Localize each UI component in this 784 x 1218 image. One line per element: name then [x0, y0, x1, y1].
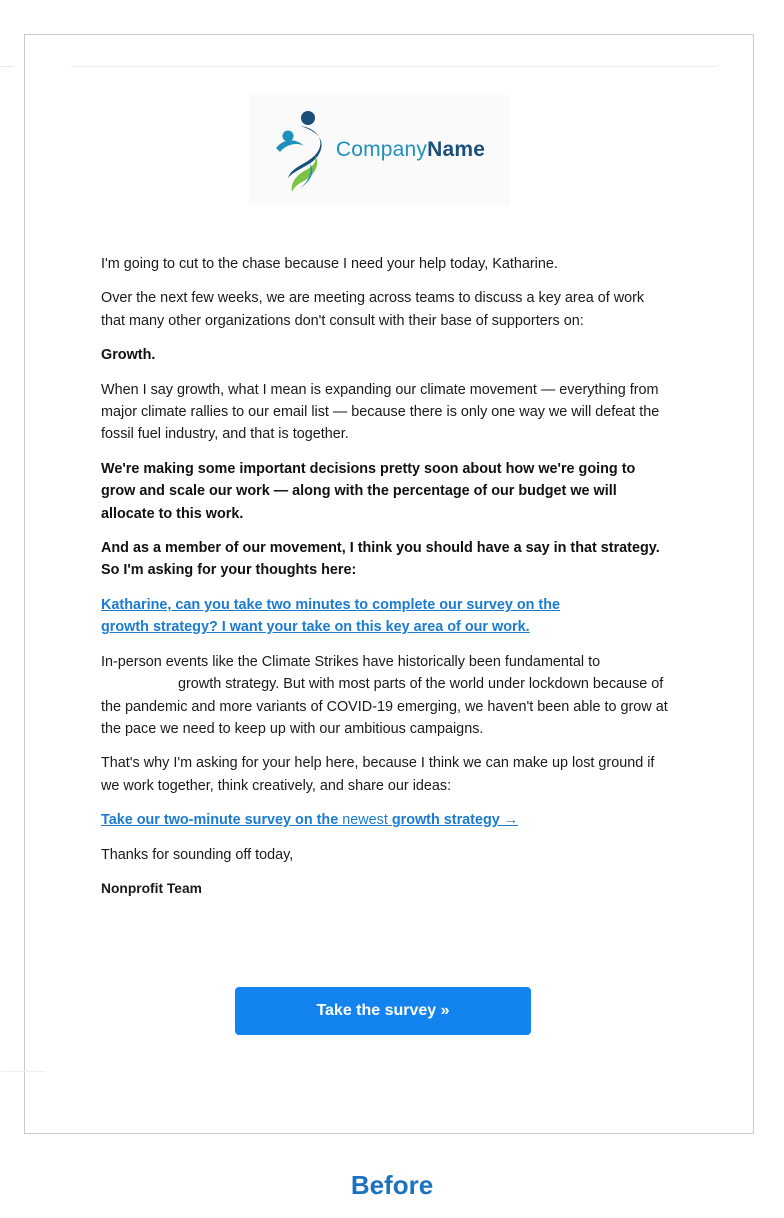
paragraph: We're making some important decisions pretty soon about how we're going to grow and scale our work — along with the percentage of our budget we will allocate to this work. [101, 460, 636, 522]
divider [71, 66, 717, 67]
paragraph: That's why I'm asking for your help here, because I think we can make up lost ground if we work together, think creatively, and share our ideas: [101, 755, 655, 794]
logo-figure-icon [274, 108, 332, 192]
company-logo [249, 95, 510, 205]
survey-link-line[interactable]: Katharine, can you take two minutes to complete our survey on the growth strategy? I want your take on this key area of our work. [101, 596, 560, 636]
divider [1, 1071, 46, 1072]
divider [1, 66, 14, 67]
logo-wordmark: CompanyName [335, 138, 486, 161]
survey-link-1[interactable] [101, 594, 671, 639]
paragraph: When I say growth, what I mean is expanding our climate movement — everything from major climate rallies to our email list — because there is only one way we will defeat the fossil fuel industry, and that is together. [101, 381, 660, 443]
email-frame [24, 34, 754, 1134]
paragraph: Growth. [101, 347, 156, 364]
take-survey-button[interactable]: Take the survey » [235, 987, 531, 1035]
email-body [101, 253, 671, 912]
signature: Nonprofit Team [101, 880, 202, 896]
survey-link[interactable]: Take our two-minute survey on the newest growth strategy → [101, 812, 519, 829]
caption: Before [350, 1170, 434, 1200]
paragraph: And as a member of our movement, I think you should have a say in that strategy. So I'm asking for your thoughts here: [101, 540, 660, 579]
paragraph: I'm going to cut to the chase because I need your help today, Katharine. [101, 256, 558, 272]
signoff: Thanks for sounding off today, [101, 846, 294, 863]
survey-link-2[interactable] [101, 809, 671, 831]
paragraph: Over the next few weeks, we are meeting across teams to discuss a key area of work that many other organizations don't consult with their base of supporters on: [101, 290, 645, 329]
paragraph: In-person events like the Climate Strikes have historically been fundamental to growth strategy. But with most parts of the world under lockdown because of the pandemic and more variants of COVID-19 emerging, we haven't been able to grow at the pace we need to keep up with our ambitious campaigns. [101, 653, 668, 737]
